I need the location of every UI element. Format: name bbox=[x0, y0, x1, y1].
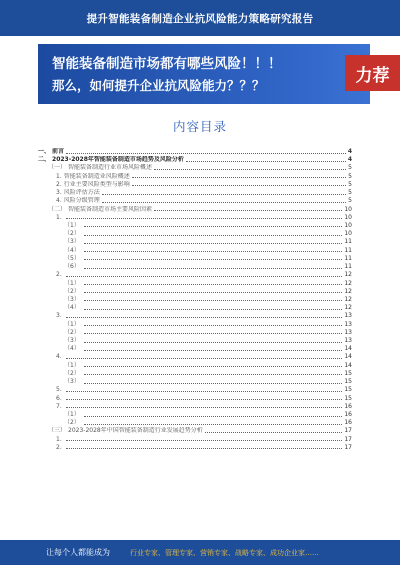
toc-entry-page: 12 bbox=[344, 279, 352, 287]
toc-entry-page: 17 bbox=[344, 427, 352, 435]
toc-entry-page: 15 bbox=[344, 386, 352, 394]
toc-title: 内容目录 bbox=[172, 119, 227, 134]
toc-leader-dots bbox=[186, 161, 346, 162]
toc-entry-page: 13 bbox=[344, 312, 352, 320]
toc-entry[interactable] bbox=[38, 181, 352, 189]
toc-leader-dots bbox=[84, 342, 343, 343]
toc-entry-page: 11 bbox=[344, 246, 352, 254]
toc-leader-dots bbox=[84, 300, 343, 301]
toc-leader-dots bbox=[84, 374, 343, 375]
toc-entry-number: （2） bbox=[64, 230, 80, 238]
hero-banner bbox=[38, 44, 370, 104]
toc-entry-page: 15 bbox=[344, 369, 352, 377]
top-banner bbox=[0, 0, 400, 36]
toc-leader-dots bbox=[132, 177, 346, 178]
toc-entry-page: 15 bbox=[344, 394, 352, 402]
toc-entry[interactable] bbox=[38, 337, 352, 345]
toc-entry-page: 12 bbox=[344, 295, 352, 303]
toc-entry[interactable] bbox=[38, 378, 352, 386]
toc-entry-number: 4. bbox=[56, 197, 62, 205]
toc-entry-number: （1） bbox=[64, 361, 80, 369]
toc-entry-number: （1） bbox=[64, 411, 80, 418]
toc-entry-number: （6） bbox=[64, 263, 80, 271]
toc-leader-dots bbox=[102, 202, 346, 203]
toc-entry-page: 5 bbox=[348, 197, 352, 205]
toc-leader-dots bbox=[205, 432, 343, 433]
table-of-contents bbox=[38, 148, 352, 533]
toc-entry-page: 5 bbox=[348, 172, 352, 180]
toc-entry-text: 前言 bbox=[52, 148, 65, 155]
report-title: 提升智能装备制造企业抗风险能力策略研究报告 bbox=[86, 12, 314, 25]
toc-entry-number: （3） bbox=[64, 295, 80, 303]
toc-leader-dots bbox=[84, 251, 343, 252]
toc-entry[interactable] bbox=[38, 238, 352, 246]
toc-entry-page: 10 bbox=[344, 221, 352, 229]
toc-entry-page: 10 bbox=[344, 230, 352, 238]
toc-leader-dots bbox=[84, 309, 343, 310]
toc-entry[interactable] bbox=[38, 288, 352, 296]
toc-entry-number: 2. bbox=[56, 443, 62, 451]
toc-entry-page: 15 bbox=[344, 378, 352, 386]
toc-entry-text: 风险评估方法 bbox=[63, 189, 100, 197]
toc-entry[interactable] bbox=[38, 255, 352, 263]
toc-entry[interactable] bbox=[38, 353, 352, 361]
toc-entry-number: （2） bbox=[64, 419, 80, 427]
toc-leader-dots bbox=[84, 333, 343, 334]
toc-entry-number: 二、 bbox=[38, 156, 51, 164]
toc-leader-dots bbox=[154, 169, 346, 170]
footer-roles: 行业专家、管理专家、营销专家、战略专家、成功企业家…… bbox=[130, 548, 319, 557]
toc-entry-page: 14 bbox=[344, 353, 352, 361]
toc-entry-text: 2023-2028年中国智能装备制造行业发展趋势分析 bbox=[68, 427, 203, 435]
toc-entry-number: 4. bbox=[56, 353, 62, 361]
toc-entry[interactable] bbox=[38, 411, 352, 419]
toc-leader-dots bbox=[84, 268, 343, 269]
toc-entry-number: （2） bbox=[64, 287, 80, 295]
toc-entry[interactable] bbox=[38, 345, 352, 353]
toc-entry[interactable] bbox=[38, 230, 352, 238]
toc-entry-number: 3. bbox=[56, 189, 62, 197]
toc-entry-page: 17 bbox=[344, 443, 352, 451]
toc-leader-dots bbox=[66, 218, 343, 219]
toc-leader-dots bbox=[84, 284, 343, 285]
toc-entry[interactable] bbox=[38, 173, 352, 181]
toc-entry-number: （2） bbox=[64, 328, 80, 336]
toc-entry-page: 5 bbox=[348, 164, 352, 172]
toc-entry-number: （4） bbox=[64, 345, 80, 353]
toc-leader-dots bbox=[84, 424, 343, 425]
toc-entry-number: （1） bbox=[64, 279, 80, 287]
toc-entry-number: （3） bbox=[64, 378, 80, 386]
toc-entry-page: 11 bbox=[344, 238, 352, 246]
toc-entry-page: 12 bbox=[344, 287, 352, 295]
toc-entry-number: （二） bbox=[48, 205, 67, 213]
toc-entry-page: 17 bbox=[344, 435, 352, 443]
toc-leader-dots bbox=[84, 292, 343, 293]
toc-entry-page: 5 bbox=[348, 180, 352, 188]
toc-entry[interactable] bbox=[38, 214, 352, 222]
toc-entry-text: 智能装备制造市场主要风险因素 bbox=[68, 205, 153, 213]
toc-leader-dots bbox=[84, 235, 343, 236]
toc-entry-page: 16 bbox=[344, 419, 352, 427]
toc-entry[interactable] bbox=[38, 362, 352, 370]
toc-leader-dots bbox=[84, 259, 343, 260]
toc-entry-page: 5 bbox=[348, 189, 352, 197]
toc-leader-dots bbox=[66, 317, 343, 318]
toc-leader-dots bbox=[66, 399, 343, 400]
toc-entry-number: 1. bbox=[56, 172, 62, 180]
toc-entry-page: 11 bbox=[344, 263, 352, 271]
toc-entry[interactable] bbox=[38, 436, 352, 444]
toc-entry-number: （3） bbox=[64, 238, 80, 246]
toc-entry-page: 13 bbox=[344, 328, 352, 336]
toc-entry-number: 7. bbox=[56, 402, 62, 410]
toc-entry[interactable] bbox=[38, 271, 352, 279]
toc-entry-number: 一、 bbox=[38, 148, 51, 155]
toc-entry-page: 12 bbox=[344, 271, 352, 279]
toc-entry[interactable] bbox=[38, 444, 352, 452]
toc-entry-number: 5. bbox=[56, 386, 62, 394]
toc-entry[interactable] bbox=[38, 427, 352, 435]
toc-leader-dots bbox=[84, 383, 343, 384]
hero-subheadline: 那么，如何提升企业抗风险能力？？？ bbox=[52, 78, 265, 93]
toc-entry[interactable] bbox=[38, 321, 352, 329]
toc-leader-dots bbox=[66, 153, 346, 154]
toc-entry-page: 10 bbox=[344, 205, 352, 213]
toc-entry[interactable] bbox=[38, 189, 352, 197]
toc-leader-dots bbox=[154, 210, 342, 211]
toc-entry[interactable] bbox=[38, 312, 352, 320]
footer-banner bbox=[0, 540, 400, 565]
toc-entry-number: 6. bbox=[56, 394, 62, 402]
toc-entry-page: 16 bbox=[344, 411, 352, 418]
toc-entry-page: 14 bbox=[344, 361, 352, 369]
toc-entry-page: 14 bbox=[344, 345, 352, 353]
toc-entry[interactable] bbox=[38, 280, 352, 288]
toc-leader-dots bbox=[84, 366, 343, 367]
toc-entry-page: 12 bbox=[344, 304, 352, 312]
toc-entry-page: 16 bbox=[344, 402, 352, 410]
toc-entry-page: 13 bbox=[344, 337, 352, 345]
toc-entry[interactable] bbox=[38, 419, 352, 427]
toc-entry[interactable] bbox=[38, 370, 352, 378]
toc-entry-number: （1） bbox=[64, 320, 80, 328]
hero-headline: 智能装备制造市场都有哪些风险！！！ bbox=[52, 56, 282, 72]
toc-entry[interactable] bbox=[38, 206, 352, 214]
toc-entry-number: （4） bbox=[64, 246, 80, 254]
toc-leader-dots bbox=[66, 358, 343, 359]
toc-entry[interactable] bbox=[38, 329, 352, 337]
toc-entry-number: （一） bbox=[48, 164, 67, 172]
footer-slogan: 让每个人都能成为 bbox=[46, 548, 110, 557]
toc-entry[interactable] bbox=[38, 148, 352, 156]
toc-entry-number: （5） bbox=[64, 254, 80, 262]
toc-leader-dots bbox=[102, 194, 346, 195]
toc-leader-dots bbox=[66, 276, 343, 277]
toc-entry-number: （1） bbox=[64, 221, 80, 229]
toc-leader-dots bbox=[84, 350, 343, 351]
toc-entry-page: 4 bbox=[347, 156, 352, 164]
toc-entry[interactable] bbox=[38, 304, 352, 312]
toc-entry[interactable] bbox=[38, 156, 352, 164]
toc-entry[interactable] bbox=[38, 222, 352, 230]
toc-entry[interactable] bbox=[38, 164, 352, 172]
toc-entry-number: （三） bbox=[48, 427, 67, 435]
toc-entry-number: 2. bbox=[56, 271, 62, 279]
toc-entry-text: 风险分级管理 bbox=[63, 197, 100, 205]
toc-entry[interactable] bbox=[38, 247, 352, 255]
toc-entry-text: 2023-2028年智能装备制造市场趋势及风险分析 bbox=[52, 156, 184, 164]
toc-leader-dots bbox=[66, 391, 343, 392]
toc-entry-page: 10 bbox=[344, 213, 352, 221]
toc-entry[interactable] bbox=[38, 386, 352, 394]
toc-entry-text: 行业主要风险类型与影响 bbox=[63, 180, 130, 188]
toc-entry-number: （2） bbox=[64, 369, 80, 377]
toc-leader-dots bbox=[84, 325, 343, 326]
toc-entry-page: 11 bbox=[344, 254, 352, 262]
toc-leader-dots bbox=[84, 226, 343, 227]
toc-entry[interactable] bbox=[38, 296, 352, 304]
toc-entry[interactable] bbox=[38, 197, 352, 205]
toc-entry-page: 4 bbox=[347, 148, 352, 155]
toc-leader-dots bbox=[132, 185, 346, 186]
toc-entry-number: 1. bbox=[56, 435, 62, 443]
toc-entry-number: 3. bbox=[56, 312, 62, 320]
toc-leader-dots bbox=[66, 407, 343, 408]
toc-leader-dots bbox=[66, 448, 343, 449]
toc-entry-number: （4） bbox=[64, 304, 80, 312]
toc-entry-text: 智能装备制造业风险概述 bbox=[63, 172, 130, 180]
toc-entry-number: （3） bbox=[64, 337, 80, 345]
toc-leader-dots bbox=[84, 416, 343, 417]
recommend-badge: 力荐 bbox=[345, 55, 400, 91]
toc-entry[interactable] bbox=[38, 395, 352, 403]
toc-entry[interactable] bbox=[38, 403, 352, 411]
toc-entry-text: 智能装备制造行业市场风险概述 bbox=[68, 164, 153, 172]
toc-leader-dots bbox=[84, 243, 343, 244]
toc-entry-number: 1. bbox=[56, 213, 62, 221]
toc-leader-dots bbox=[66, 440, 343, 441]
toc-entry-page: 13 bbox=[344, 320, 352, 328]
toc-entry-number: 2. bbox=[56, 180, 62, 188]
toc-entry[interactable] bbox=[38, 263, 352, 271]
